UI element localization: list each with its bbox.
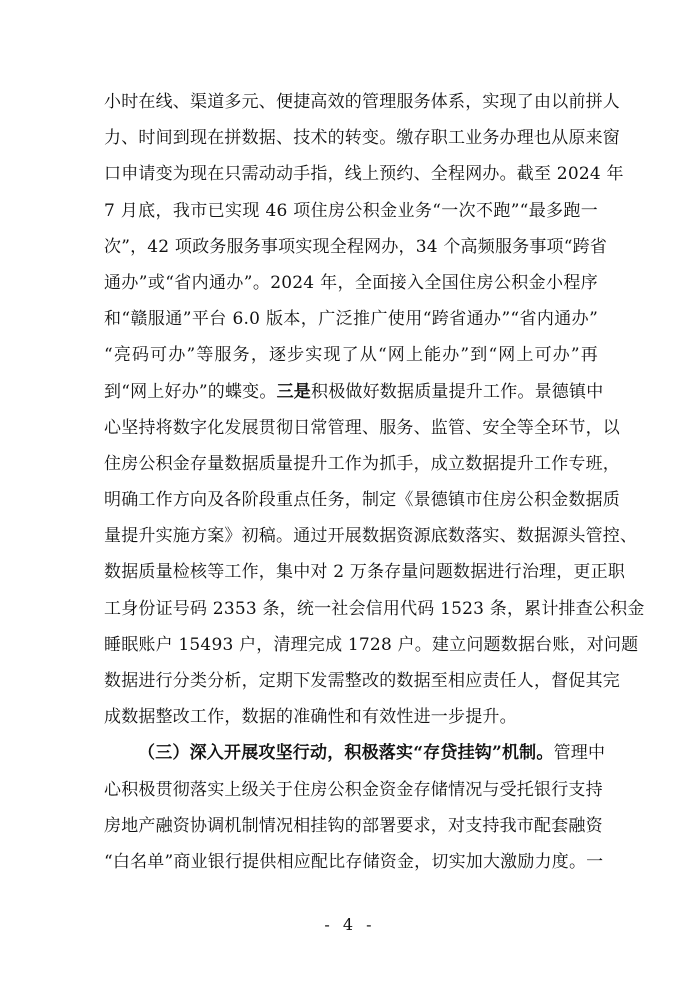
text-line: 通办”或“省内通办”。2024 年，全面接入全国住房公积金小程序 [104, 272, 598, 293]
text-line: “白名单”商业银行提供相应配比存储资金，切实加大激励力度。一 [104, 851, 604, 872]
text-line: 和“赣服通”平台 6.0 版本，广泛推广使用“跨省通办”“省内通办” [104, 309, 598, 330]
page-number: - 4 - [324, 915, 376, 934]
text-line: 住房公积金存量数据质量提升工作为抓手，成立数据提升工作专班， [104, 453, 620, 474]
text-line [104, 374, 604, 410]
text-line: 力、时间到现在拼数据、技术的转变。缴存职工业务办理也从原来窗 [104, 128, 620, 149]
bold-heading-point-three: 三是 [276, 381, 311, 402]
text-segment: 到“网上好办”的蝶变。 [104, 381, 277, 402]
text-line: 房地产融资协调机制情况相挂钩的部署要求，对支持我市配套融资 [104, 815, 603, 836]
text-line: “亮码可办”等服务，逐步实现了从“网上能办”到“网上可办”再 [104, 345, 598, 366]
text-line: 心积极贯彻落实上级关于住房公积金资金存储情况与受托银行支持 [104, 779, 603, 800]
text-line: 明确工作方向及各阶段重点任务，制定《景德镇市住房公积金数据质 [104, 490, 620, 511]
text-line: 小时在线、渠道多元、便捷高效的管理服务体系，实现了由以前拼人 [104, 92, 620, 112]
text-segment: 积极做好数据质量提升工作。景德镇中 [311, 381, 604, 402]
text-line: 成数据整改工作，数据的准确性和有效性进一步提升。 [104, 707, 517, 728]
text-segment: 管理中 [553, 743, 606, 764]
body-text [104, 84, 645, 880]
text-line: 工身份证号码 2353 条，统一社会信用代码 1523 条，累计排查公积金 [104, 598, 645, 619]
text-line: 次”，42 项政务服务事项实现全程网办，34 个高频服务事项“跨省 [104, 236, 608, 257]
section-heading: （三）深入开展攻坚行动，积极落实“存贷挂钩”机制。 [138, 743, 554, 764]
text-line: 口申请变为现在只需动动手指，线上预约、全程网办。截至 2024 年 [104, 164, 624, 185]
text-line: 数据质量检核等工作，集中对 2 万条存量问题数据进行治理，更正职 [104, 562, 626, 583]
text-line: 量提升实施方案》初稿。通过开展数据资源底数落实、数据源头管控、 [104, 526, 638, 547]
text-line: 睡眠账户 15493 户，清理完成 1728 户。建立问题数据台账，对问题 [104, 634, 639, 655]
text-line: 7 月底，我市已实现 46 项住房公积金业务“一次不跑”“最多跑一 [104, 200, 598, 221]
section-heading-line [104, 735, 606, 771]
text-line: 心坚持将数字化发展贯彻日常管理、服务、监管、安全等全环节，以 [104, 417, 620, 438]
text-line: 数据进行分类分析，定期下发需整改的数据至相应责任人，督促其完 [104, 671, 620, 691]
